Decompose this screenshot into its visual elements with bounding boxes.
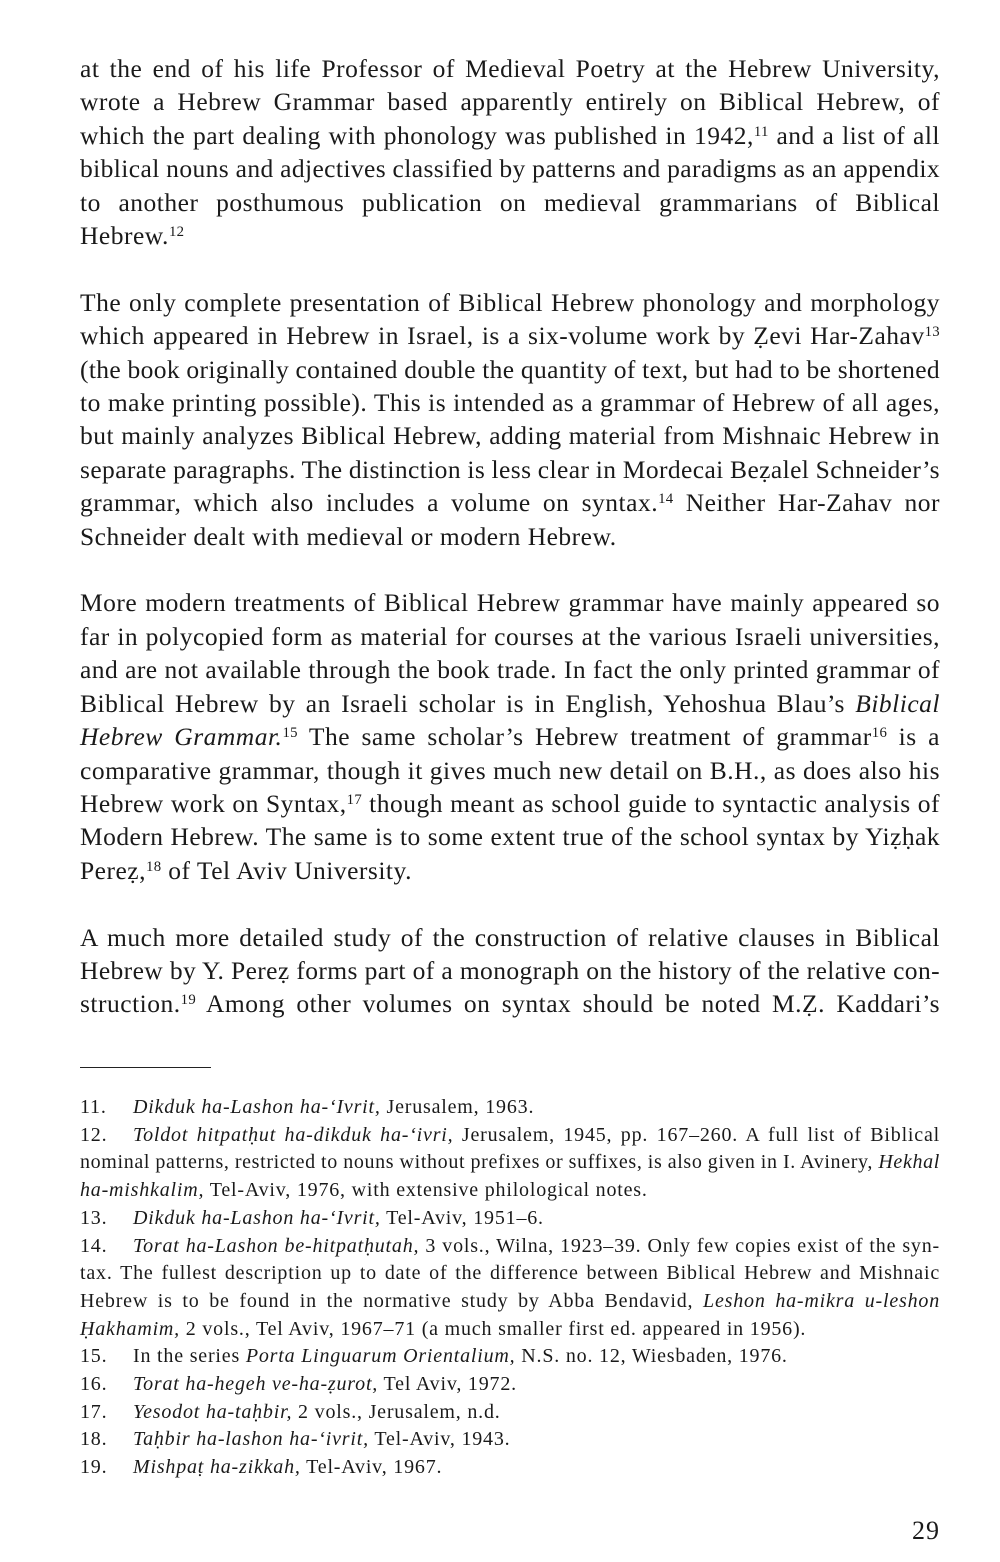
text-run: far in polycopied form as material for courses at the various Israeli universities,	[80, 621, 940, 651]
body-paragraph	[80, 286, 940, 553]
footnote	[80, 1454, 940, 1482]
footnote-ref: 12	[168, 223, 185, 240]
footnote-line	[80, 1343, 940, 1371]
italic-title: Yesodot ha-taḥbir,	[133, 1400, 293, 1423]
text-run: Jerusalem, 1945, pp. 167–260. A full list of Biblical	[453, 1123, 940, 1146]
text-run: Schneider dealt with medieval or modern Hebrew.	[80, 521, 617, 551]
text-run: and a list of all	[768, 120, 940, 150]
text-line	[80, 921, 940, 954]
footnote-ref: 15	[282, 724, 298, 741]
italic-title: Mishpaṭ ha-zikkah,	[133, 1456, 301, 1479]
footnote-ref: 16	[871, 724, 888, 741]
text-run: to another posthumous publication on medieval grammarians of Biblical	[80, 187, 940, 217]
footnote	[80, 1343, 940, 1371]
footnote	[80, 1371, 940, 1399]
footnote-line	[80, 1371, 940, 1399]
italic-title: Hekhal	[878, 1151, 940, 1174]
text-run: which appeared in Hebrew in Israel, is a six-volume work by Ẓevi Har-Zahav	[80, 321, 925, 351]
italic-title: Torat ha-Lashon be-hitpatḥutah,	[133, 1234, 420, 1257]
footnote-line	[80, 1454, 940, 1482]
footnote-line	[80, 1177, 940, 1205]
footnote-line	[80, 1288, 940, 1316]
italic-title: Porta Linguarum Orientalium,	[245, 1345, 516, 1368]
footnote-number: 16.	[80, 1373, 108, 1396]
footnote-number: 19.	[80, 1456, 108, 1479]
page-number: 29	[912, 1516, 940, 1545]
text-line	[80, 954, 940, 987]
footnote-number: 14.	[80, 1234, 108, 1257]
footnote-line	[80, 1122, 940, 1150]
footnote-ref: 13	[924, 324, 940, 341]
text-line	[80, 653, 940, 686]
footnote	[80, 1233, 940, 1344]
footnote-number: 12.	[80, 1123, 108, 1146]
text-run: tax. The fullest description up to date of the difference between Biblical Hebrew and Mishnaic	[80, 1262, 940, 1285]
footnote-line	[80, 1149, 940, 1177]
text-line	[80, 586, 940, 619]
footnote-line	[80, 1426, 940, 1454]
text-run: The same scholar’s Hebrew treatment of grammar	[297, 722, 872, 752]
footnote-number: 17.	[80, 1400, 108, 1423]
text-run: Neither Har-Zahav nor	[673, 488, 941, 518]
text-run: Modern Hebrew. The same is to some extent true of the school syntax by Yiẓḥak	[80, 822, 940, 852]
text-run: Tel-Aviv, 1976, with extensive philological notes.	[204, 1179, 648, 1202]
text-line	[80, 85, 940, 118]
text-line	[80, 453, 940, 486]
text-line	[80, 319, 940, 352]
footnote-line	[80, 1094, 940, 1122]
text-run: separate paragraphs. The distinction is less clear in Mordecai Beẓalel Schneider’s	[80, 454, 940, 484]
text-run: nominal patterns, restricted to nouns without prefixes or suffixes, is also given in I. Avinery,	[80, 1151, 879, 1174]
italic-title: ha-mishkalim,	[80, 1179, 205, 1202]
footnote-line	[80, 1316, 940, 1344]
text-run: Biblical Hebrew by an Israeli scholar is in English, Yehoshua Blau’s	[80, 688, 856, 718]
footnote	[80, 1399, 940, 1427]
text-line	[80, 854, 940, 887]
footnote	[80, 1094, 940, 1122]
footnote	[80, 1426, 940, 1454]
footnote-number: 15.	[80, 1345, 108, 1368]
text-run: 3 vols., Wilna, 1923–39. Only few copies exist of the syn-	[419, 1234, 940, 1257]
text-line	[80, 620, 940, 653]
footnote-ref: 11	[753, 123, 769, 140]
footnote-line	[80, 1260, 940, 1288]
text-run: N.S. no. 12, Wiesbaden, 1976.	[515, 1345, 788, 1368]
italic-title: Ḥakhamim,	[80, 1317, 180, 1340]
footnote-number: 18.	[80, 1428, 108, 1451]
text-run: 2 vols., Tel Aviv, 1967–71 (a much smaller first ed. appeared in 1956).	[179, 1317, 807, 1340]
text-run: A much more detailed study of the construction of relative clauses in Biblical	[80, 922, 940, 952]
text-line	[80, 219, 940, 252]
footnote-ref: 14	[658, 491, 674, 508]
text-line	[80, 386, 940, 419]
text-run: to make printing possible). This is intended as a grammar of Hebrew of all ages,	[80, 388, 940, 418]
body-text	[80, 52, 940, 1054]
text-run: Among other volumes on syntax should be noted M.Ẓ. Kaddari’s	[196, 989, 940, 1019]
text-run: In the series	[133, 1345, 246, 1368]
footnote-line	[80, 1233, 940, 1261]
text-line	[80, 286, 940, 319]
text-run: though meant as school guide to syntactic analysis of	[362, 788, 940, 818]
italic-title: Toldot hitpatḥut ha-dikduk ha-‘ivri,	[133, 1123, 454, 1146]
text-line	[80, 486, 940, 519]
text-run: biblical nouns and adjectives classified by patterns and paradigms as an appendix	[80, 154, 940, 184]
text-run: wrote a Hebrew Grammar based apparently entirely on Biblical Hebrew, of	[80, 87, 940, 117]
footnotes	[80, 1094, 940, 1482]
italic-title: Leshon ha-mikra u-leshon	[703, 1289, 940, 1312]
text-run: Hebrew by Y. Pereẓ forms part of a monograph on the history of the relative con-	[80, 955, 940, 985]
footnote-ref: 17	[346, 791, 363, 808]
italic-title: Dikduk ha-Lashon ha-‘Ivrit,	[133, 1096, 381, 1118]
text-run: but mainly analyzes Biblical Hebrew, adding material from Mishnaic Hebrew in	[80, 421, 940, 451]
italic-title: Dikduk ha-Lashon ha-‘Ivrit,	[133, 1206, 381, 1229]
footnote-ref: 18	[146, 858, 162, 875]
text-line	[80, 754, 940, 787]
text-line	[80, 820, 940, 853]
text-line	[80, 687, 940, 720]
italic-title: Torat ha-hegeh ve-ha-ẓurot,	[133, 1373, 379, 1396]
text-run: Tel Aviv, 1972.	[378, 1373, 517, 1396]
text-run: Tel-Aviv, 1967.	[300, 1456, 443, 1479]
text-run: Tel-Aviv, 1951–6.	[380, 1206, 544, 1229]
text-run: grammar, which also includes a volume on syntax.	[80, 488, 659, 518]
footnote-ref: 19	[180, 992, 197, 1009]
text-run: Pereẓ,	[80, 855, 147, 885]
text-line	[80, 152, 940, 185]
text-run: The only complete presentation of Biblical Hebrew phonology and morphology	[80, 287, 940, 317]
text-line	[80, 520, 940, 553]
body-paragraph	[80, 52, 940, 252]
text-run: Jerusalem, 1963.	[380, 1096, 535, 1118]
text-line	[80, 186, 940, 219]
italic-title: Biblical	[855, 688, 940, 718]
text-run: Hebrew work on Syntax,	[80, 788, 347, 818]
text-line	[80, 987, 940, 1020]
text-line	[80, 419, 940, 452]
text-line	[80, 720, 940, 753]
body-paragraph	[80, 586, 940, 887]
text-run: Hebrew.	[80, 221, 169, 251]
text-run: Hebrew is to be found in the normative study by Abba Bendavid,	[80, 1289, 704, 1312]
text-line	[80, 353, 940, 386]
text-run: and are not available through the book trade. In fact the only printed grammar of	[80, 655, 940, 685]
footnote-line	[80, 1205, 940, 1233]
text-line	[80, 787, 940, 820]
footnote-number: 11.	[80, 1096, 107, 1118]
text-run: of Tel Aviv University.	[161, 855, 412, 885]
text-run: struction.	[80, 989, 181, 1019]
italic-title: Hebrew Grammar.	[80, 722, 283, 752]
text-run: which the part dealing with phonology was published in 1942,	[80, 120, 754, 150]
text-line	[80, 119, 940, 152]
footnote-line	[80, 1399, 940, 1427]
text-run: Tel-Aviv, 1943.	[368, 1428, 511, 1451]
footnote-separator	[80, 1067, 211, 1068]
text-run: 2 vols., Jerusalem, n.d.	[292, 1400, 501, 1423]
italic-title: Taḥbir ha-lashon ha-‘ivrit,	[133, 1428, 369, 1451]
text-run: More modern treatments of Biblical Hebrew grammar have mainly appeared so	[80, 588, 940, 618]
footnote	[80, 1122, 940, 1205]
text-run: (the book originally contained double the quantity of text, but had to be shortened	[80, 354, 940, 384]
text-run: comparative grammar, though it gives much new detail on B.H., as does also his	[80, 755, 940, 785]
footnote-number: 13.	[80, 1206, 108, 1229]
body-paragraph	[80, 921, 940, 1021]
text-run: at the end of his life Professor of Medieval Poetry at the Hebrew University,	[80, 54, 940, 83]
text-run: is a	[887, 722, 940, 752]
text-line	[80, 52, 940, 85]
footnote	[80, 1205, 940, 1233]
